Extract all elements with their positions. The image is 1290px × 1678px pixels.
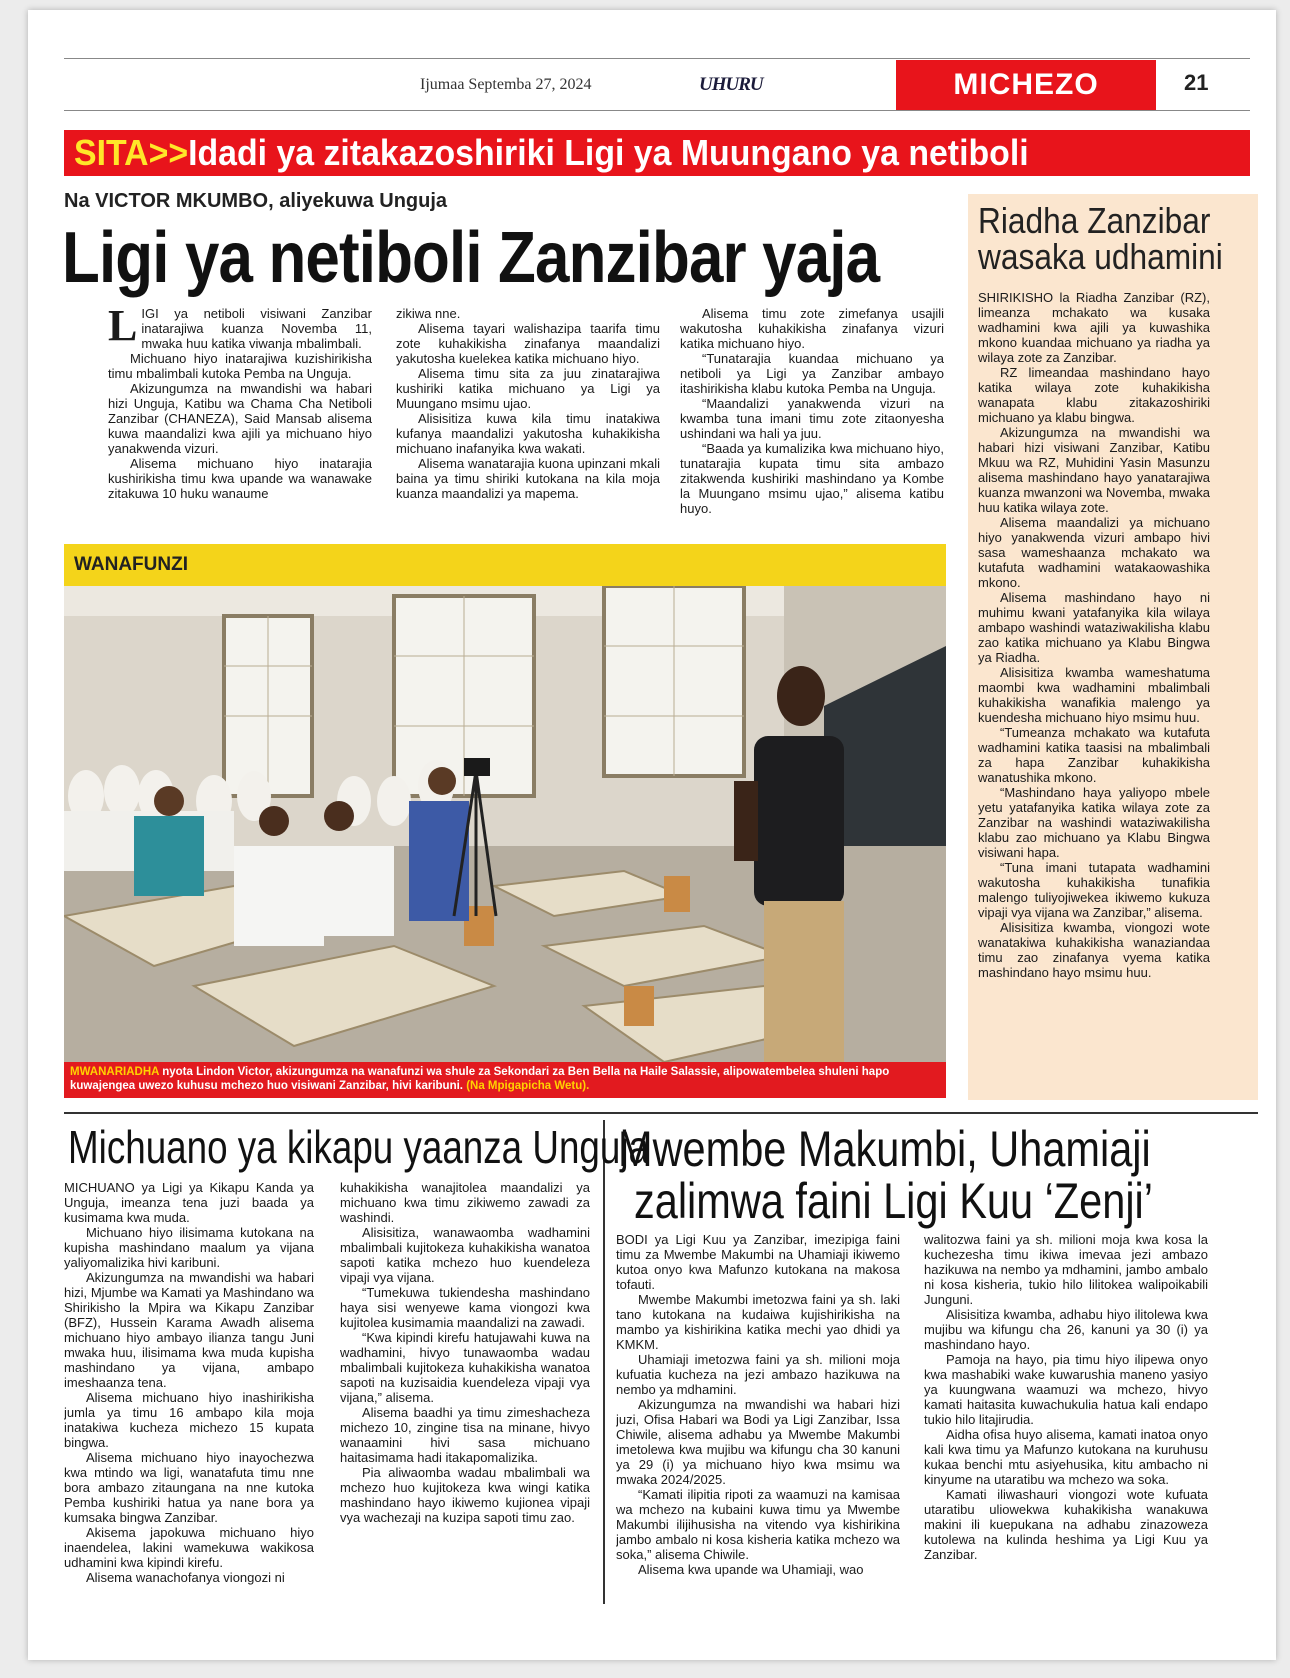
kikapu-paragraph: Alisema michuano hiyo inayochezwa kwa mtindo wa ligi, wanatafuta timu nne bora ambazo zitaungana na nne kutoka Pemba kushiriki hatua ya nane bora ya kumsaka bingwa Zanzibar.	[64, 1450, 314, 1525]
kikapu-paragraph: “Kwa kipindi kirefu hatujawahi kuwa na wadhamini, hivyo tunawaomba wadau mbalimbali kujitokeza kuhakikisha wanatoa sapoti na kuzisaidia kuendeleza vipaji vya vijana,” alisema.	[340, 1330, 590, 1405]
kikapu-paragraph: MICHUANO ya Ligi ya Kikapu Kanda ya Unguja, imeanza tena juzi baada ya kusimama kwa muda.	[64, 1180, 314, 1225]
sidebar-paragraph: Akizungumza na mwandishi wa habari hizi visiwani Zanzibar, Katibu Mkuu wa RZ, Muhidini Yasin Masunzu alisema mashindano hayo yanatarajiwa kuanza mwanzoni wa Novemba, mwaka huu katika wilaya zote.	[978, 425, 1210, 515]
mwembe-paragraph: walitozwa faini ya sh. milioni moja kwa kosa la kuchezesha timu ikiwa imevaa jezi ambazo hazikuwa na nembo ya mdhamini, jambo ambalo ni kosa kisheria, tukio hilo lilitokea walipoikabili Junguni.	[924, 1232, 1208, 1307]
sidebar-paragraph: Alisema maandalizi ya michuano hiyo yanakwenda vizuri ambapo hivi sasa wameshaanza mchakato wa kutafuta wadhamini watakaowashika mkono.	[978, 515, 1210, 590]
main-paragraph: Alisema timu zote zimefanya usajili wakutosha kuhakikisha zinafanya vizuri katika michuano hiyo.	[680, 306, 944, 351]
main-paragraph: IGI ya netiboli visiwani Zanzibar inatarajiwa kuanza Novemba 11, mwaka huu katika viwanja mbalimbali.	[141, 306, 372, 351]
kikapu-paragraph: Alisema michuano hiyo inashirikisha jumla ya timu 16 ambapo kila moja inatakiwa kucheza michezo 15 kupata bingwa.	[64, 1390, 314, 1450]
mwembe-col-1	[616, 1232, 900, 1612]
mwembe-paragraph: Kamati iliwashauri viongozi wote kufuata utaratibu uliowekwa kuhakikisha wanakuwa makini ili kuepukana na adhabu zinazoweza kutolewa na kulinda heshima ya Ligi Kuu ya Zanzibar.	[924, 1487, 1208, 1562]
sidebar-headline-1: Riadha Zanzibar	[978, 200, 1211, 241]
sidebar-riadha	[968, 194, 1258, 1100]
main-paragraph: zikiwa nne.	[396, 306, 461, 321]
sidebar-paragraph: SHIRIKISHO la Riadha Zanzibar (RZ), limeanza mchakato wa kusaka wadhamini kwa ajili ya kuwashika mkono kuandaa michuano ya riadha ya wilaya zote za Zanzibar.	[978, 290, 1210, 365]
main-paragraph: Michuano hiyo inatarajiwa kuzishirikisha timu mbalimbali kutoka Pemba na Unguja.	[108, 351, 372, 381]
classroom-photo-illustration	[64, 586, 946, 1062]
sidebar-paragraph: “Tuna imani tutapata wadhamini wakutosha kuhakikisha tunafikia malengo tuliyojiwekea ikiwemo kukuza vipaji vya vijana wa Zanzibar,” alisema.	[978, 860, 1210, 920]
mwembe-paragraph: Pamoja na hayo, pia timu hiyo ilipewa onyo kwa mashabiki wake kuwarushia maneno yasiyo ya kuungwana waamuzi wa mchezo, hivyo kamati haitasita kuwachukulia hatua kali endapo tukio hilo litajirudia.	[924, 1352, 1208, 1427]
mwembe-paragraph: Akizungumza na mwandishi wa habari hizi juzi, Ofisa Habari wa Bodi ya Ligi Zanzibar, Issa Chiwile, alisema adhabu ya Mwembe Makumbi imetolewa kwa mujibu wa kifungu cha 30 kanuni ya 29 (i) ya michuano hiyo kwa msimu wa mwaka 2024/2025.	[616, 1397, 900, 1487]
main-byline: Na VICTOR MKUMBO, aliyekuwa Unguja	[64, 190, 448, 212]
sidebar-paragraph: Alisisitiza kwamba wameshatuma maombi kwa wadhamini mbalimbali kuhakikisha wanafikia malengo ya kuendesha michuano hiyo msimu huu.	[978, 665, 1210, 725]
caption-lead: MWANARIADHA	[70, 1066, 160, 1078]
teaser-banner	[64, 130, 1250, 176]
kikapu-paragraph: Akisema japokuwa michuano hiyo inaendelea, lakini wamekuwa wakikosa udhamini kwa kipindi kirefu.	[64, 1525, 314, 1570]
kikapu-paragraph: “Tumekuwa tukiendesha mashindano haya sisi wenyewe kama viongozi kwa kujitolea kusimamia maandalizi na zawadi.	[340, 1285, 590, 1330]
issue-date: Ijumaa Septemba 27, 2024	[420, 76, 592, 93]
kikapu-paragraph: Pia aliwaomba wadau mbalimbali wa mchezo huo kujitokeza kwa wingi katika mashindano hayo ikiwemo kujionea vipaji vya wachezaji na kuzipa sapoti timu zao.	[340, 1465, 590, 1525]
main-paragraph: Alisema wanatarajia kuona upinzani mkali baina ya timu shiriki kutokana na kila moja kuanza maandalizi ya mapema.	[396, 456, 660, 501]
classroom-photo	[64, 586, 946, 1062]
mwembe-paragraph: Mwembe Makumbi imetozwa faini ya sh. laki tano kutokana na kudaiwa kujishirikisha na mambo ya kishirikina katika mechi yao dhidi ya KMKM.	[616, 1292, 900, 1352]
sidebar-body	[978, 290, 1210, 1090]
caption-credit: (Na Mpigapicha Wetu).	[466, 1080, 590, 1092]
column-rule	[603, 1120, 605, 1604]
newspaper-page	[28, 10, 1276, 1660]
page-number: 21	[1184, 70, 1209, 95]
mwembe-paragraph: Uhamiaji imetozwa faini ya sh. milioni moja kufuatia kucheza na jezi ambazo hazikuwa na nembo ya mdhamini.	[616, 1352, 900, 1397]
masthead-logo: UHURU	[699, 74, 763, 95]
mwembe-paragraph: Alisisitiza kwamba, adhabu hiyo ilitolewa kwa mujibu wa kifungu cha 26, kanuni ya 30 (i) ya mashindano hayo.	[924, 1307, 1208, 1352]
mwembe-headline-2: zalimwa faini Ligi Kuu ‘Zenji’	[634, 1173, 1153, 1229]
section-tag	[896, 60, 1156, 110]
main-col-1	[108, 306, 372, 522]
kikapu-col-1	[64, 1180, 314, 1610]
kikapu-paragraph: Akizungumza na mwandishi wa habari hizi, Mjumbe wa Kamati ya Mashindano wa Shirikisho la Mpira wa Kikapu Zanzibar (BFZ), Hussein Karama Awadh alisema michuano hiyo ambayo ilianza tangu Juni mwaka huu, ilisimama kwa muda kupisha mashindano ya vijana, ambapo imeshaanza tena.	[64, 1270, 314, 1390]
main-paragraph: “Tunatarajia kuandaa michuano ya netiboli ya Ligi ya Zanzibar ambayo itashirikisha klabu kutoka Pemba na Unguja.	[680, 351, 944, 396]
main-paragraph: Alisisitiza kuwa kila timu inatakiwa kufanya maandalizi yakutosha kuhakikisha michuano inafanyika kwa wakati.	[396, 411, 660, 456]
banner-prefix: SITA>>	[74, 132, 189, 173]
mwembe-paragraph: BODI ya Ligi Kuu ya Zanzibar, imezipiga faini timu za Mwembe Makumbi na Uhamiaji ikiwemo kutoa onyo kwa Mafunzo kutokana na makosa tofauti.	[616, 1232, 900, 1292]
main-paragraph: Akizungumza na mwandishi wa habari hizi Unguja, Katibu wa Chama Cha Netiboli Zanzibar (CHANEZA), Said Mansab alisema kuwa maandalizi kwa ajili ya michuano hiyo yanakwenda vizuri.	[108, 381, 372, 456]
caption-text: nyota Lindon Victor, akizungumza na wanafunzi wa shule za Sekondari za Ben Bella na Haile Salassie, alipowatembelea shuleni hapo kuwajengea uwezo kuhusu mchezo huo visiwani Zanzibar, hivi karibuni.	[70, 1066, 890, 1092]
main-paragraph: Alisema tayari walishazipa taarifa timu zote kuhakikisha zinafanya maandalizi yakutosha kuelekea katika michuano hiyo.	[396, 321, 660, 366]
kikapu-paragraph: Alisisitiza, wanawaomba wadhamini mbalimbali kujitokeza kuhakikisha wanatoa sapoti katika mchezo huo kuendeleza vipaji vya vijana.	[340, 1225, 590, 1285]
kikapu-paragraph: Alisema wanachofanya viongozi ni	[86, 1570, 285, 1585]
photo-label-bar	[64, 544, 946, 586]
kikapu-paragraph: kuhakikisha wanajitolea maandalizi ya michuano kwa timu zikiwemo zawadi za washindi.	[340, 1180, 590, 1225]
main-col-3	[680, 306, 944, 522]
bottom-section-rule	[64, 1112, 1258, 1114]
mwembe-headline-1: Mwembe Makumbi, Uhamiaji	[618, 1121, 1151, 1177]
main-col-2	[396, 306, 660, 522]
kikapu-headline: Michuano ya kikapu yaanza Unguja	[68, 1121, 649, 1173]
sidebar-paragraph: Alisema mashindano hayo ni muhimu kwani yatafanyika kila wilaya ambapo washindi wataziwakilisha klabu zao katika michuano ya Klabu Bingwa ya Riadha.	[978, 590, 1210, 665]
sidebar-paragraph: “Tumeanza mchakato wa kutafuta wadhamini katika taasisi na mbalimbali za hapa Zanzibar kuhakikisha wanatushika mkono.	[978, 725, 1210, 785]
main-paragraph: Alisema timu sita za juu zinatarajiwa kushiriki katika michuano ya Ligi ya Muungano msimu ujao.	[396, 366, 660, 411]
sidebar-paragraph: “Mashindano haya yaliyopo mbele yetu yatafanyika katika wilaya zote za Zanzibar na washindi wataziwakilisha klabu zao michuano ya Klabu Bingwa visiwani hapa.	[978, 785, 1210, 860]
main-headline: Ligi ya netiboli Zanzibar yaja	[62, 218, 880, 298]
mwembe-paragraph: “Kamati ilipitia ripoti za waamuzi na kamisaa wa mchezo na kubaini kuwa timu ya Mwembe Makumbi ilijihusisha na vitendo vya kishirikina jambo ambalo ni kosa kisheria katika mchezo wa soka,” alisema Chiwile.	[616, 1487, 900, 1562]
sidebar-paragraph: Alisisitiza kwamba, viongozi wote wanatakiwa kuhakikisha wanaziandaa timu zao zinafanya vyema katika mashindano hayo msimu huu.	[978, 920, 1210, 980]
sidebar-headline-2: wasaka udhamini	[978, 236, 1223, 277]
main-paragraph: “Baada ya kumalizika kwa michuano hiyo, tunatarajia kupata timu sita ambazo zitakwenda kushiriki mashindano ya Kombe la Muungano msimu ujao,” alisema katibu huyo.	[680, 441, 944, 516]
kikapu-paragraph: Alisema baadhi ya timu zimeshacheza michezo 10, zingine tisa na minane, hivyo wanaamini hivi sasa michuano haitasimama hadi itakapomalizika.	[340, 1405, 590, 1465]
main-paragraph: “Maandalizi yanakwenda vizuri na kwamba tuna imani timu zote zitaonyesha ushindani wa hali ya juu.	[680, 396, 944, 441]
banner-text: Idadi ya zitakazoshiriki Ligi ya Muungano ya netiboli	[188, 132, 1029, 173]
kikapu-col-2	[340, 1180, 590, 1610]
photo-caption-box	[64, 1062, 946, 1098]
dropcap: L	[108, 306, 138, 350]
photo-label: WANAFUNZI	[74, 554, 188, 575]
section-title: MICHEZO	[953, 68, 1099, 101]
mwembe-paragraph: Aidha ofisa huyo alisema, kamati inatoa onyo kali kwa timu ya Mafunzo kutokana na kuruhusu kukaa benchi mtu asiyehusika, kitu ambacho ni kinyume na utaratibu wa mchezo wa soka.	[924, 1427, 1208, 1487]
main-paragraph: Alisema michuano hiyo inatarajia kushirikisha timu kwa upande wa wanawake zitakuwa 10 huku wanaume	[108, 456, 372, 501]
kikapu-paragraph: Michuano hiyo ilisimama kutokana na kupisha mashindano maalum ya vijana yaliyomalizika hivi karibuni.	[64, 1225, 314, 1270]
sidebar-paragraph: RZ limeandaa mashindano hayo katika wilaya zote kuhakikisha wanapata klabu zitakazoshiriki michuano ya klabu bingwa.	[978, 365, 1210, 425]
mwembe-col-2	[924, 1232, 1208, 1612]
mwembe-paragraph: Alisema kwa upande wa Uhamiaji, wao	[638, 1562, 864, 1577]
